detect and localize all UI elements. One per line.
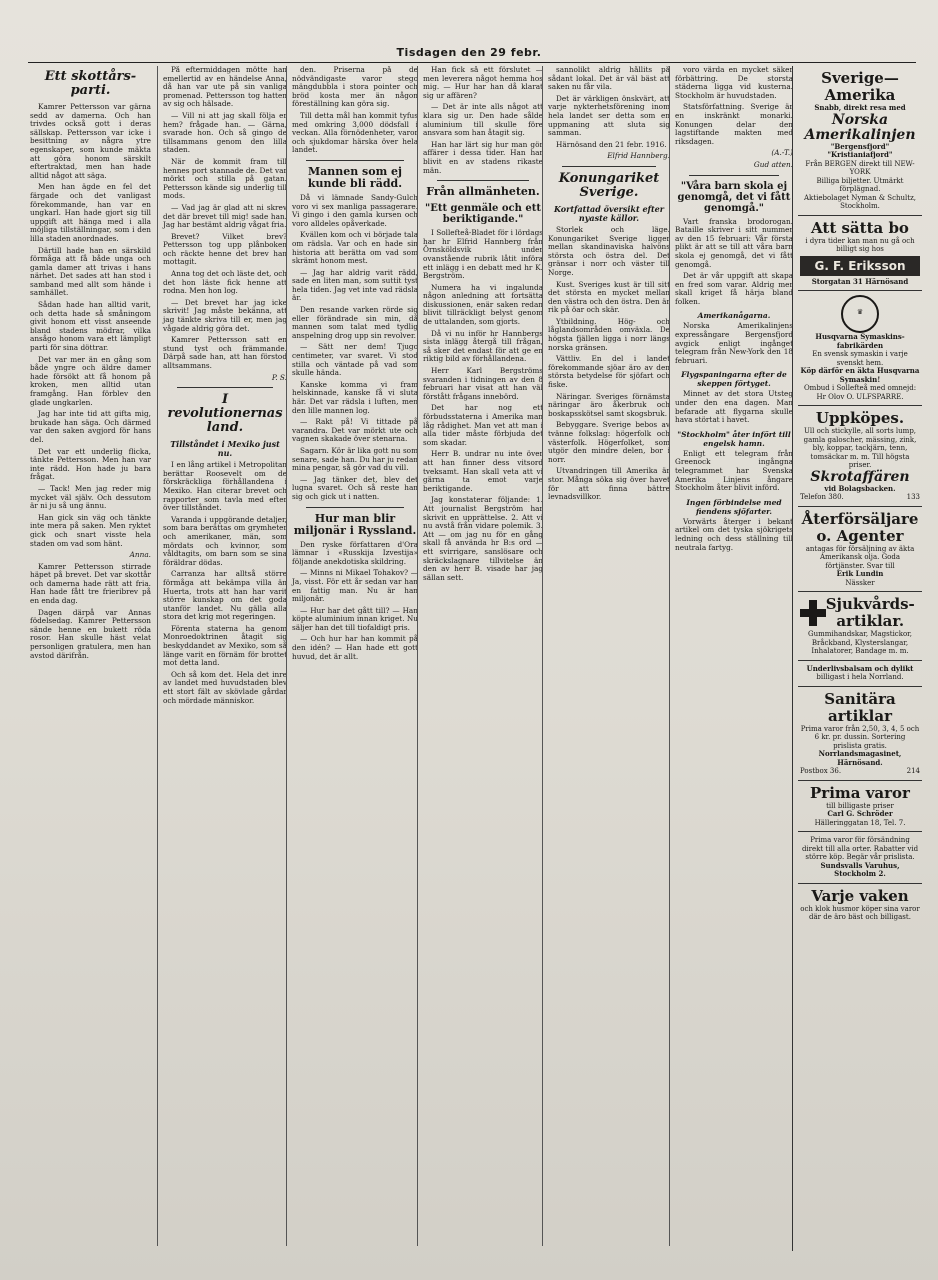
ad-title: Prima varor [810, 783, 910, 802]
paragraph: Herr Karl Bergströms svaranden i tidningen av den 8 februari har visat att han väl förstått frågans innebörd. [423, 366, 543, 401]
divider [177, 387, 273, 388]
paragraph: Men han ägde en fel det färgade och det vanligast förekommande, han var en ungkarl. Han hade gjort sig till uppgift att hänga med i alla möjliga tillställningar, som i den lilla staden anordnades. [30, 182, 151, 243]
ad-prima-varor-schroder [798, 781, 922, 833]
paragraph: Varanda i uppgörande detaljer, som bara berättas om grymheter och amerikaner, män, som mördats och kvinnor, som våldtagits, om barn som se sina föräldrar dödas. [163, 514, 287, 567]
ad-norska-amerikalinjen [798, 66, 922, 216]
column-4 [417, 66, 543, 1246]
paragraph: Vart franska brodorogan. Bataille skriver i sitt nummer av den 15 februari: Vår första plikt är att se till att våra barn skola ej genomgå, det vi fått genomgå. [675, 216, 793, 269]
paragraph: Kanske komma vi fram helskinnade, kanske få vi sluta här. Det var rädsla i luften, men den lille mannen log. [292, 379, 418, 415]
ad-number: 133 [906, 493, 920, 501]
paragraph: — Minns ni Mikael Tohakov? — Ja, visst. För ett år sedan var han en fattig man. Nu är han miljonär. [292, 568, 418, 604]
signature: Anna. [129, 550, 151, 560]
paragraph: Brevet? Vilket brev? Pettersson tog upp plånboken och räckte henne det brev han mottagit. [163, 231, 287, 267]
column-5 [542, 66, 670, 1246]
running-head: Tisdagen den 29 febr. [396, 46, 542, 59]
article-title: Ett skottårs-parti. [44, 69, 137, 98]
divider [306, 160, 404, 161]
paragraph: Sagarn. Kör är lika gott nu som senare, sade han. Du har ju redan mina pengar, så gör vad du vill. [292, 445, 418, 473]
article-subtitle: Kortfattad översikt efter nyaste källor. [554, 203, 664, 223]
paragraph: — Rakt på! Vi tittade på varandra. Det var mörkt ute och vagnen skakade över stenarna. [292, 417, 418, 444]
ad-address: Storgatan 31 Härnösand [811, 276, 909, 286]
ad-title: Uppköpes. [815, 409, 905, 427]
paragraph: Kust. Sveriges kust är till sitt det största en mycket mellan den västra och den östra. Den är rik på öar och skär. [548, 279, 670, 315]
ad-address: Hälleringgatan 18, Tel. 7. [814, 818, 906, 827]
paragraph: Jag har inte tid att gifta mig, brukade han säga. Och därmed var den saken avgjord för hans del. [30, 409, 151, 444]
paragraph: Kvällen kom och vi började tala om rädsla. Var och en hade sin historia att berätta om vad som skrämt honom mest. [292, 230, 418, 266]
paragraph: Förenta staterna ha genom Monroedoktrinen åtagit sig beskyddandet av Mexiko, som så länge varit en förnäm för brottet mot detta land. [163, 623, 287, 668]
paragraph: Det är vår uppgift att skapa en fred som varar. Aldrig mer skall kriget få härja bland folken. [675, 271, 793, 306]
ad-text: Ull och stickylle, all sorts lump, gamla galoscher, mässing, zink, bly, koppar, tackjärn, tenn, tomsäckar m. m. Till högsta priser. [803, 427, 917, 469]
article-title: "Våra barn skola ej genomgå, det vi fått genomgå." [677, 180, 791, 214]
paragraph: — Det brevet har jag icke skrivit! Jag måste bekänna, att jag tänkte skriva till er, men jag vågade aldrig göra det. [163, 297, 287, 333]
signature: Elfrid Hannberg. [607, 151, 670, 161]
ad-address: vid Bolagsbacken. [824, 483, 896, 493]
paragraph: I Sollefteå-Bladet för i lördags har hr Elfrid Hannberg från Örnsköldsvik under ovanstående rubrik låtit införa ett inlägg i en debatt med hr K. Bergström. [423, 228, 543, 281]
paragraph: — Det är inte alls något att klara sig ur. Den hade sålde aluminium till skulle före ansvara som han åtagit sig. [423, 102, 543, 138]
paragraph: Näringar. Sveriges förnämsta näringar äro åkerbruk och boskapsskötsel samt skogsbruk. [548, 391, 670, 418]
paragraph: voro värda en mycket säker förbättring. De storsta städerna ligga vid kusterna. Stockholm är huvudstaden. [675, 66, 793, 100]
cross-icon [800, 600, 816, 626]
paragraph: Vorwärts återger i bekant artikel om det tyska sjökrigets ledning och dess ställning till neutrala fartyg. [675, 516, 793, 552]
ad-brand: Norska Amerikalinjen [804, 111, 916, 143]
paragraph: Den ryske författaren d'Ora lämnar i «Russkija Izvestija» följande anekdotiska skildring. [292, 539, 418, 566]
ad-title: Att sätta bo [811, 218, 909, 237]
ad-agent: Aktiebolaget Nyman & Schultz, Stockholm. [803, 193, 917, 210]
ad-text: Från BERGEN direkt till NEW-YORK [805, 159, 915, 176]
divider [689, 175, 779, 176]
paragraph: — Tack! Men jag reder mig mycket väl själv. Och dessutom är ni ju så ung ännu. [30, 483, 151, 511]
ad-husqvarna [798, 291, 922, 406]
ad-brand: Husqvarna Symaskins-fabrikärden [815, 332, 905, 350]
article-title: I revolutionernas land. [167, 392, 283, 436]
signature: (A.-T.) [771, 148, 793, 158]
ad-address: Nässker [845, 578, 875, 587]
divider [306, 507, 404, 508]
ad-title: Sverige—Amerika [821, 69, 899, 104]
ad-att-satta-bo [798, 216, 922, 292]
paragraph: Utvandringen till Amerika är stor. Många söka sig över havet för att finna bättre levnadsvillkor. [548, 466, 670, 502]
divider [562, 166, 656, 167]
article-title: Flygspaningarna efter de skeppen förtyget. [681, 370, 787, 389]
article-subtitle: Tillståndet i Mexiko just nu. [170, 439, 280, 459]
ad-text: Gummihandskar, Magstickor, Bråckband, Klysterslangar, Inhalatorer, Bandage m. m. [808, 630, 912, 655]
paragraph: Det är värkligen önskvärt, att varje nykterhetsförening inom hela landet ser detta som en uppmaning att sluta sig samman. [548, 93, 670, 138]
paragraph: Vättliv. En del i landet förekommande sjöar äro av den största betydelse för sjöfart och fiske. [548, 354, 670, 390]
ad-text: En svensk symaskin i varje svenskt hem. [812, 350, 908, 367]
ad-text: Prima varor från 2,50, 3, 4, 5 och 6 kr. pr. dussin. Sortering prislista gratis. [800, 724, 920, 750]
crown-emblem-icon: ♛ [841, 295, 879, 333]
paragraph: Då vi nu inför hr Hannbergs sista inlägg återgå till frågan, så sker det endast för att ge en riktig bild av förhållandena. [423, 328, 543, 364]
column-3 [286, 66, 418, 1246]
ad-text: Billiga biljetter. Utmärkt förplägnad. [816, 176, 904, 193]
ad-name: G. F. Eriksson [800, 256, 920, 276]
paragraph: — Vad jag är glad att ni skrev det där brevet till mig! sade han. Jag har bestämt aldrig vågat fria. [163, 202, 287, 230]
paragraph: Statsförfattning. Sverige är en inskränkt monarki. Konungen delar den lagstiftande makten med riksdagen. [675, 102, 793, 146]
ad-shop: Norrlandsmagasinet, Härnösand. [818, 749, 902, 767]
article-title: Amerikanågarna. [697, 311, 771, 321]
ad-prima-varor-varuhus [798, 832, 922, 884]
paragraph: Därtill hade han en särskild förmåga att få både unga och gamla damer att trivas i hans närhet. Det sades att han stod i samband med allt som hände i samhället. [30, 245, 151, 298]
article-title: Mannen som ej kunde bli rädd. [307, 164, 403, 190]
paragraph: — Jag har aldrig varit rädd, sade en liten man, som suttit tyst hela tiden. Jag vet inte vad rädsla är. [292, 267, 418, 303]
paragraph: Det har nog ett förbudsstaterna i Amerika man låg rådighet. Man vet att man i alla tider måste förbjuda det som skadar. [423, 403, 543, 447]
ad-agent: Sundsvalls Varuhus, Stockholm 2. [820, 860, 900, 878]
paragraph: Jag konstaterar följande: 1. Att journalist Bergström har skrivit en upprättelse. 2. Att vi nu avstå från vidare polemik. 3. Att — om jag nu för en gång skall få använda hr B:s ord — ett svirrigare, sanslösare och skräckslagnare tillvitelse än den av herr B. visade har jag sällan sett. [423, 495, 543, 582]
ad-text: till billigaste priser [826, 801, 894, 810]
ad-postbox: Postbox 36. [800, 767, 842, 775]
ad-sanitara-artiklar [798, 687, 922, 781]
ad-title: Sanitära artiklar [824, 689, 896, 725]
paragraph: Han gick sin väg och tänkte inte mera på saken. Men ryktet gick och snart visste hela staden om vad som hänt. [30, 512, 151, 548]
paragraph: På eftermiddagen mötte han emellertid av en händelse Anna, då han var ute på sin vanliga promenad. Pettersson tog hatten av sig och hälsade. [163, 66, 287, 109]
article-title: Hur man blir miljonär i Ryssland. [293, 511, 417, 537]
ad-text: Köp därför en äkta Husqvarna Symaskin! [800, 366, 920, 384]
signature: Gud atten. [753, 159, 793, 169]
dateline: Härnösand den 21 febr. 1916. [556, 139, 667, 149]
ad-title: Varje vaken [811, 886, 909, 905]
column-1 [30, 66, 151, 1246]
ad-underlivsbalsam [798, 661, 922, 687]
ad-title: Sjukvårds-artiklar. [825, 595, 915, 630]
ad-varje-vaken [798, 884, 922, 926]
ad-text: billigast i hela Norrland. [816, 673, 904, 681]
signature: P. S. [271, 372, 287, 382]
paragraph: Sådan hade han alltid varit, och detta hade så småningom givit honom ett visst anseende bland stadens mödrar, vilka ansågo honom vara ett lämpligt parti för sina döttrar. [30, 300, 151, 353]
paragraph: Han fick så ett förslutet — men leverera något hemma hos mig. — Hur har han då klarat sig ur affären? [423, 66, 543, 100]
paragraph: Det var mer än en gång som både yngre och äldre damer hade försökt att få honom på kroken, men alltid utan framgång. Han förblev den glade ungkarlen. [30, 354, 151, 407]
article-title: "Ett genmäle och ett beriktigande." [425, 203, 541, 226]
paragraph: Då vi lämnade Sandy-Gulch voro vi sex manliga passagerare. Vi gingo i den gamla kursen och voro alldeles opåverkade. [292, 192, 418, 228]
ad-ship-name: "Kristianiafjord" [827, 150, 893, 159]
ad-text: och klok husmor köper sina varor där de äro bäst och billigast. [800, 904, 920, 921]
paragraph: Kamrer Pettersson satt en stund tyst och främmande. Därpå sade han, att han förstod alltsammans. [163, 335, 287, 370]
paragraph: Numera ha vi ingalunda någon anledning att fortsätta diskussionen, enär saken redan blivit tillräckligt belyst genom de uttalanden, som gjorts. [423, 282, 543, 327]
paragraph: Anna tog det och läste det, och det hon läste fick henne att rodna. Men hon log. [163, 269, 287, 296]
paragraph: Kamrer Pettersson var gärna sedd av damerna. Och han trivdes också gott i deras sällskap. Pettersson var icke i besittning av några ytre egenskaper, som kunde mäkta att göra honom särskilt eftertraktad, men han hade alltid något att säga. [30, 102, 151, 180]
paragraph: Ytbildning. Hög- och låglandsområden omväxla. De högsta fjällen ligga i norr längs norska gränsen. [548, 316, 670, 352]
paragraph: — Jag tänker det, blev det lugna svaret. Och så reste han sig och gick ut i natten. [292, 474, 418, 501]
paragraph: Bebyggare. Sverige bebos av tvänne folkslag: högerfolk och västerfolk. Högerfolket, som utgör den mindre delen, bor i norr. [548, 420, 670, 464]
ad-name: Carl G. Schröder [827, 809, 893, 818]
divider [437, 180, 529, 181]
paragraph: — Hur har det gått till? — Han köpte aluminium innan kriget. Nu säljer han det till tiofaldigt pris. [292, 605, 418, 632]
ad-text: i dyra tider kan man nu gå och billigt sig hos [805, 236, 915, 253]
ad-text: Underlivsbalsam och dylikt [806, 663, 914, 673]
paragraph: Dagen därpå var Annas födelsedag. Kamrer Pettersson sände henne en bukett röda rosor. Han skulle häst velat personligen gratulera, men han avstod därifrån. [30, 607, 151, 660]
paragraph: Och så kom det. Hela det inre av landet med huvudstaden blev ett stort fält av skövlade gårdar och mördade människor. [163, 669, 287, 705]
paragraph: Minnet av det stora Utsteg under den ena dagen. Man befarade att flygarna skulle hava störtat i havet. [675, 389, 793, 425]
ad-subtitle: Snabb, direkt resa med [814, 103, 906, 112]
article-title: Konungariket Sverige. [558, 170, 660, 200]
paragraph: Norska Amerikalinjens expressångare Bergensfjord avgick enligt ingånget telegram från New-York den 18 februari. [675, 321, 793, 365]
ad-uppkopes [798, 406, 922, 507]
ad-name: Skrotaffären [810, 468, 910, 485]
paragraph: Enligt ett telegram från Greenock ingångna telegrammet har Svenska Amerika Linjens ångare Stockholm åter blivit införd. [675, 448, 793, 493]
ad-sjukvards-artiklar [798, 592, 922, 661]
paragraph: Kamrer Pettersson stirrade häpet på brevet. Det var skottår och damerna hade rätt att fria. Han hade fått tre frieribrev på en enda dag. [30, 561, 151, 606]
paragraph: Herr B. undrar nu inte över att han finner dess vitsord tveksamt. Han skall veta att vi gärna ta emot varje beriktigande. [423, 449, 543, 493]
paragraph: Storlek och läge. Konungariket Sverige ligger mellan skandinaviska halvöns största och östra del. Det gränsar i norr och väster till Norge. [548, 224, 670, 277]
paragraph: den. Priserna på de nödvändigaste varor stego mängdubbla i stora pointer och bröd kosta mer än någon föreställning kan göra sig. [292, 66, 418, 109]
column-6 [669, 66, 793, 1246]
paragraph: sannolikt aldrig hållits på sådant lokal. Det är väl bäst att saken nu får vila. [548, 66, 670, 92]
ad-ship-name: "Bergensfjord" [830, 141, 890, 151]
paragraph: När de kommit fram till hennes port stannade de. Det var mörkt och stilla på gatan. Pettersson kände sig underlig till mods. [163, 156, 287, 201]
paragraph: Carranza har alltså större förmåga att bekämpa villa än Huerta, trots att han har varit större kunskap om det goda utanför landet. Nu gälla alla stora det krig mot regeringen. [163, 569, 287, 622]
section-title: Från allmänheten. [426, 185, 540, 199]
ads-column [792, 66, 922, 1251]
paragraph: Den resande varken rörde sig eller förändrade sin min, då mannen som talat med tydlig anspelning drog upp sin revolver. [292, 305, 418, 340]
header-rule [28, 62, 916, 63]
paragraph: Till detta mål han kommit tyfus med omkring 3,000 dödsfall i veckan. Alla förnödenheter, varor och sjukdomar härska över hela landet. [292, 110, 418, 155]
paragraph: Han har lärt sig hur man gör affärer i dessa tider. Han har blivit en av stadens rikaste män. [423, 139, 543, 175]
column-2 [157, 66, 287, 1246]
paragraph: — Vill ni att jag skall följa er hem? frågade han. — Gärna, svarade hon. Och så gingo de tillsammans genom den lilla staden. [163, 110, 287, 155]
ad-agent: Ombud i Sollefteå med omnejd: Hr Olov O. ULFSPARRE. [803, 384, 917, 401]
ad-phone: Telefon 380. [800, 493, 844, 501]
article-title: "Stockholm" åter infört till engelsk hamn. [677, 429, 791, 448]
ad-title: Återförsäljare o. Agenter [801, 509, 919, 545]
paragraph: I en lång artikel i Metropolitan berättar Roosevelt om de förskräckliga förhållandena i Mexiko. Han citerar brevet och rapporter som tavla med efter över tillståndet. [163, 460, 287, 513]
ad-aterforsaljare [798, 507, 922, 593]
ad-number: 214 [906, 767, 920, 775]
paragraph: — Sätt ner dem! Tjugo centimeter, var svaret. Vi stod stilla och väntade på vad som skulle hända. [292, 342, 418, 378]
ad-name: Erik Lundin [836, 569, 884, 578]
ad-text: Prima varor för försändning direkt till alla orter. Rabatter vid större köp. Begär vår prislista. [801, 836, 919, 861]
paragraph: Det var ett underlig flicka, tänkte Pettersson. Men han var inte rädd. Hon hade ju bara frågat. [30, 446, 151, 482]
paragraph: — Och hur har han kommit på den idén? — Han hade ett gott huvud, det är allt. [292, 634, 418, 661]
ad-text: antagas för försäljning av äkta Amerikansk olja. Goda förtjänster. Svar till [805, 544, 915, 570]
article-title: Ingen förbindelse med fiendens sjöfarter. [686, 497, 782, 516]
